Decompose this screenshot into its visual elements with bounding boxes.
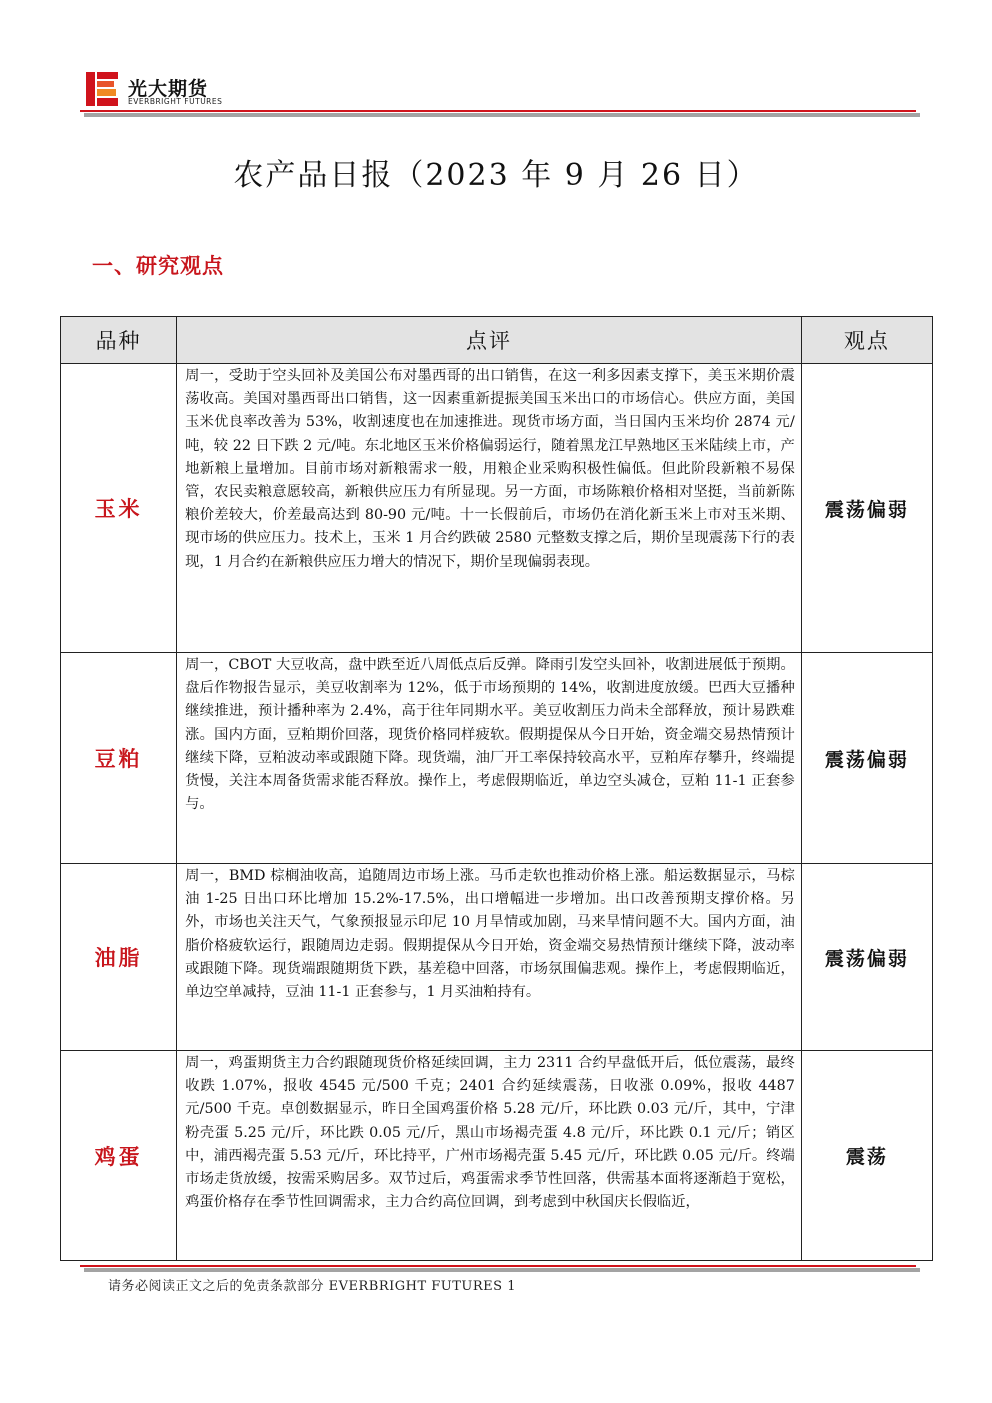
variety-cell: 鸡蛋	[61, 1051, 177, 1261]
company-logo	[86, 72, 236, 108]
header-red-rule	[80, 110, 916, 112]
table-row	[61, 653, 933, 864]
footer-shadow-rule	[84, 1268, 920, 1272]
view-cell: 震荡偏弱	[801, 364, 932, 653]
section-heading: 一、研究观点	[92, 253, 224, 278]
table-row	[61, 864, 933, 1051]
research-views-table	[60, 316, 933, 1261]
view-cell: 震荡	[801, 1051, 932, 1261]
footer-red-rule	[80, 1265, 916, 1267]
table-row	[61, 364, 933, 653]
comment-cell: 周一，CBOT 大豆收高，盘中跌至近八周低点后反弹。降雨引发空头回补，收割进展低于预期。盘后作物报告显示，美豆收割率为 12%，低于市场预期的 14%，收割进度放缓。巴西大豆播种继续推进，预计播种率为 2.4%，高于往年同期水平。美豆收割压力尚未全部释放，预计易跌难涨。国内方面，豆粕期价回落，现货价格同样疲软。假期提保从今日开始，资金端交易热情预计继续下降，豆粕波动率或跟随下降。现货端，油厂开工率保持较高水平，豆粕库存攀升，终端提货慢，关注本周备货需求能否释放。操作上，考虑假期临近，单边空头减仓，豆粕 11-1 正套参与。	[177, 653, 802, 864]
logo-chinese-name: 光大期货	[128, 78, 209, 100]
header-comment: 点评	[177, 317, 802, 364]
header-variety: 品种	[61, 317, 177, 364]
footer-disclaimer: 请务必阅读正文之后的免责条款部分 EVERBRIGHT FUTURES 1	[108, 1279, 516, 1294]
logo-english-name: EVERBRIGHT FUTURES	[128, 97, 223, 106]
header-shadow-rule	[84, 113, 920, 117]
comment-cell: 周一，鸡蛋期货主力合约跟随现货价格延续回调，主力 2311 合约早盘低开后，低位震荡，最终收跌 1.07%，报收 4545 元/500 千克；2401 合约延续震荡，日收涨 0.09%，报收 4487 元/500 千克。卓创数据显示，昨日全国鸡蛋价格 5.28 元/斤，环比跌 0.03 元/斤，其中，宁津粉壳蛋 5.25 元/斤，环比跌 0.05 元/斤，黑山市场褐壳蛋 4.8 元/斤，环比跌 0.1 元/斤；销区中，浦西褐壳蛋 5.53 元/斤，环比持平，广州市场褐壳蛋 5.45 元/斤，环比跌 0.05 元/斤。终端市场走货放缓，按需采购居多。双节过后，鸡蛋需求季节性回落，供需基本面将逐渐趋于宽松，鸡蛋价格存在季节性回调需求，主力合约高位回调，到考虑到中秋国庆长假临近，	[177, 1051, 802, 1261]
table-header-row	[61, 317, 933, 364]
header-view: 观点	[801, 317, 932, 364]
variety-cell: 油脂	[61, 864, 177, 1051]
variety-cell: 玉米	[61, 364, 177, 653]
view-cell: 震荡偏弱	[801, 864, 932, 1051]
comment-cell: 周一，受助于空头回补及美国公布对墨西哥的出口销售，在这一利多因素支撑下，美玉米期价震荡收高。美国对墨西哥出口销售，这一因素重新提振美国玉米出口的市场信心。供应方面，美国玉米优良率改善为 53%，收割速度也在加速推进。现货市场方面，当日国内玉米均价 2874 元/吨，较 22 日下跌 2 元/吨。东北地区玉米价格偏弱运行，随着黑龙江早熟地区玉米陆续上市，产地新粮上量增加。目前市场对新粮需求一般，用粮企业采购积极性偏低。但此阶段新粮不易保管，农民卖粮意愿较高，新粮供应压力有所显现。另一方面，市场陈粮价格相对坚挺，当前新陈粮价差较大，价差最高达到 80-90 元/吨。十一长假前后，市场仍在消化新玉米上市对玉米期、现市场的供应压力。技术上，玉米 1 月合约跌破 2580 元整数支撑之后，期价呈现震荡下行的表现，1 月合约在新粮供应压力增大的情况下，期价呈现偏弱表现。	[177, 364, 802, 653]
view-cell: 震荡偏弱	[801, 653, 932, 864]
everbright-logo-icon	[86, 72, 118, 106]
comment-cell: 周一，BMD 棕榈油收高，追随周边市场上涨。马币走软也推动价格上涨。船运数据显示，马棕油 1-25 日出口环比增加 15.2%-17.5%，出口增幅进一步增加。出口改善预期支撑价格。另外，市场也关注天气，气象预报显示印尼 10 月旱情或加剧，马来旱情问题不大。国内方面，油脂价格疲软运行，跟随周边走弱。假期提保从今日开始，资金端交易热情预计继续下降，波动率或跟随下降。现货端跟随期货下跌，基差稳中回落，市场氛围偏悲观。操作上，考虑假期临近，单边空单减持，豆油 11-1 正套参与，1 月买油粕持有。	[177, 864, 802, 1051]
variety-cell: 豆粕	[61, 653, 177, 864]
table-row	[61, 1051, 933, 1261]
report-title: 农产品日报（2023 年 9 月 26 日）	[233, 158, 759, 193]
